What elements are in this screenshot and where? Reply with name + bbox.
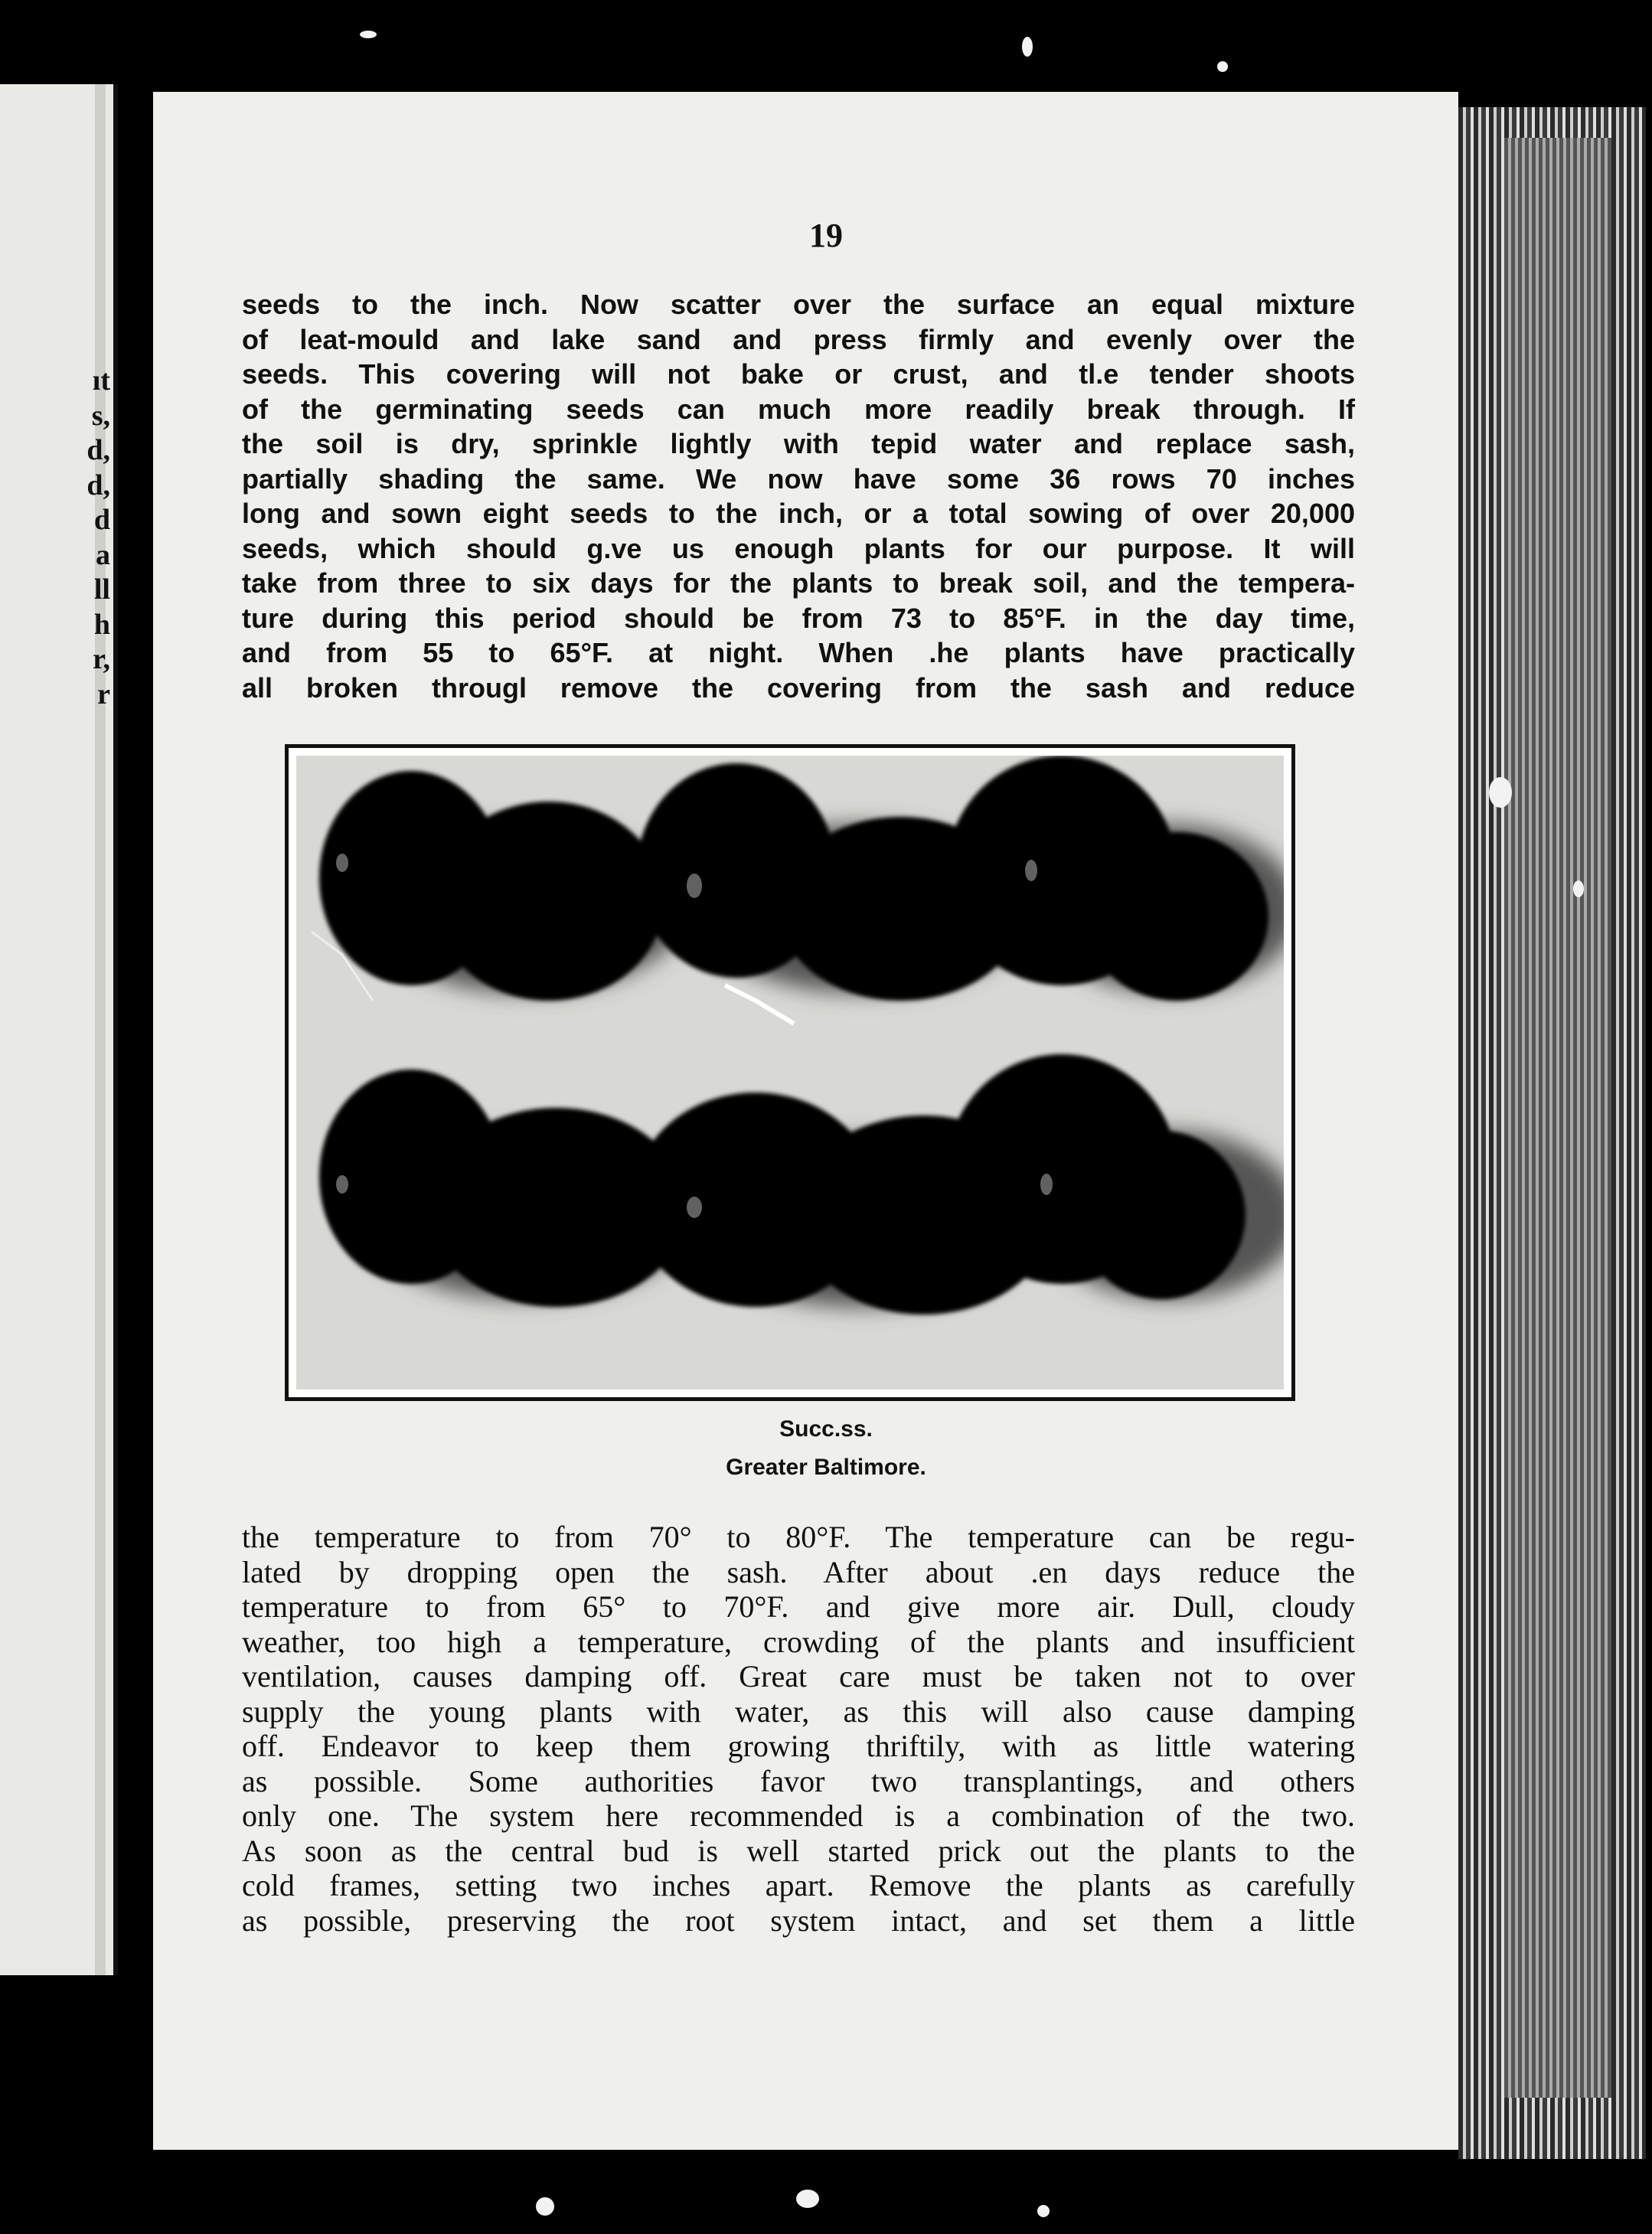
left-fragment-line: s, — [91, 399, 110, 432]
text-line: weather, too high a temperature, crowding of the plants and insufficient — [242, 1624, 1355, 1659]
photo-caption-subtitle: Greater Baltimore. — [726, 1455, 926, 1480]
text-line: partially shading the same. We now have some 36 rows 70 inches — [242, 462, 1355, 495]
film-speck — [1489, 777, 1512, 808]
text-line: as possible, preserving the root system intact, and set them a little — [242, 1902, 1355, 1938]
left-fragment-line: d, — [87, 434, 110, 466]
left-fragment-line: a — [96, 538, 110, 571]
text-line: as possible. Some authorities favor two transplantings, and others — [242, 1763, 1355, 1798]
text-line: off. Endeavor to keep them growing thriftily, with as little watering — [242, 1729, 1355, 1763]
tomato-photo — [285, 744, 1295, 1401]
text-line: take from three to six days for the plants to break soil, and the tempera- — [242, 567, 1355, 599]
film-speck — [796, 2190, 819, 2208]
text-line: long and sown eight seeds to the inch, or a total sowing of over 20,000 — [242, 498, 1355, 529]
photo-caption-title: Succ.ss. — [779, 1416, 873, 1442]
film-speck — [536, 2197, 554, 2216]
page-edges-inner — [1504, 138, 1611, 2098]
text-line: As soon as the central bud is well started prick out the plants to the — [242, 1833, 1355, 1868]
left-fragment-line: r — [97, 678, 110, 710]
left-page-fragments — [57, 364, 110, 712]
left-page — [0, 84, 118, 1975]
left-fragment-line: ll — [93, 573, 110, 606]
film-speck — [1573, 880, 1584, 897]
paragraph-top — [242, 287, 1355, 705]
text-line: ventilation, causes damping off. Great care must be taken not to over — [242, 1659, 1355, 1693]
left-fragment-line: r, — [93, 643, 110, 675]
film-speck — [360, 31, 377, 38]
text-line: all broken througl remove the covering from the sash and reduce — [242, 671, 1355, 704]
paragraph-bottom — [242, 1520, 1355, 1938]
tomato-photo-image — [296, 756, 1284, 1390]
film-speck — [1037, 2205, 1050, 2217]
text-line: of the germinating seeds can much more readily break through. If — [242, 393, 1355, 425]
text-line: lated by dropping open the sash. After about .en days reduce the — [242, 1554, 1355, 1589]
text-line: seeds to the inch. Now scatter over the surface an equal mixture — [242, 289, 1355, 320]
text-line: the temperature to from 70° to 80°F. The temperature can be regu- — [242, 1520, 1355, 1554]
text-line: the soil is dry, sprinkle lightly with tepid water and replace sash, — [242, 428, 1355, 459]
text-line: ture during this period should be from 73 to 85°F. in the day time, — [242, 602, 1355, 634]
text-line: temperature to from 65° to 70°F. and give more air. Dull, cloudy — [242, 1589, 1355, 1624]
page-edges-stack — [1458, 107, 1646, 2159]
left-fragment-line: d — [93, 504, 110, 536]
page-number: 19 — [809, 217, 843, 254]
left-fragment-line: ıt — [92, 364, 110, 397]
text-line: only one. The system here recommended is a combination of the two. — [242, 1798, 1355, 1833]
text-line: of leat-mould and lake sand and press firmly and evenly over the — [242, 323, 1355, 355]
left-fragment-line: h — [93, 608, 110, 641]
text-line: cold frames, setting two inches apart. Remove the plants as carefully — [242, 1868, 1355, 1902]
text-line: seeds, which should g.ve us enough plants for our purpose. It will — [242, 532, 1355, 564]
text-line: supply the young plants with water, as this will also cause damping — [242, 1693, 1355, 1729]
film-speck — [1217, 61, 1228, 72]
left-fragment-line: d, — [87, 469, 110, 501]
text-line: and from 55 to 65°F. at night. When .he plants have practically — [242, 637, 1355, 668]
film-speck — [1022, 37, 1033, 57]
text-line: seeds. This covering will not bake or crust, and tl.e tender shoots — [242, 358, 1355, 390]
